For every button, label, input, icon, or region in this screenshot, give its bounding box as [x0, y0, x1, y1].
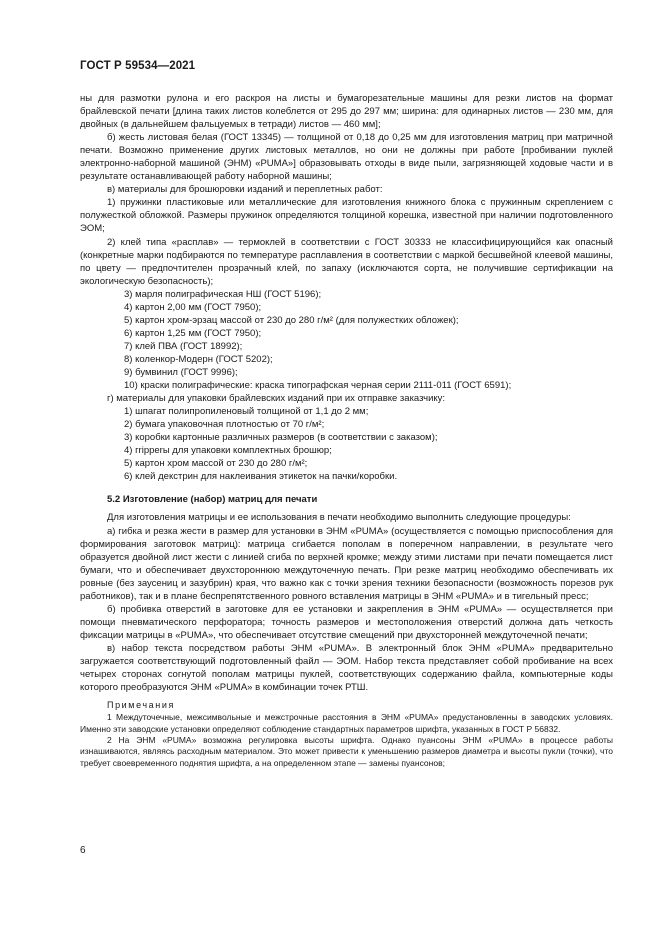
document-body [80, 92, 613, 769]
paragraph: 9) бумвинил (ГОСТ 9996); [124, 366, 238, 378]
paragraph: 7) клей ПВА (ГОСТ 18992); [124, 340, 243, 352]
paragraph: 6) клей декстрин для наклеивания этикеток на пачки/коробки. [124, 471, 398, 483]
note-paragraph: 2 На ЭНМ «PUMA» возможна регулировка высоты шрифта. Однако пуансоны ЭНМ «PUMA» в процессе работы изнашиваются, являясь расходным материалом. Это может привести к уменьшению размеров диаметра и высоты пукли (точки), что требует своевременного поднятия шрифта, а на определенном этапе — замены пуансонов; [80, 734, 613, 768]
paragraph: 3) марля полиграфическая НШ (ГОСТ 5196); [124, 288, 322, 300]
paragraph: 5) картон хром массой от 230 до 280 г/м²; [124, 458, 308, 470]
paragraph: 2) клей типа «расплав» — термоклей в соответствии с ГОСТ 30333 не классифицирующийся как опасный (конкретные марки подбираются по температуре расплавления в соответствии с маркой бесшвейной клеевой машины, по цвету — предпочтителен прозрачный клей, по запаху (исключаются сорта, не получившие сертификации на экологическую безопасность); [80, 236, 613, 287]
paragraph: г) материалы для упаковки брайлевских изданий при их отправке заказчику: [107, 393, 446, 405]
page-header-title: ГОСТ Р 59534—2021 [80, 60, 196, 72]
paragraph: в) материалы для брошюровки изданий и переплетных работ: [107, 184, 383, 196]
notes-title: Примечания [107, 700, 175, 711]
paragraph: в) набор текста посредством работы ЭНМ «PUMA». В электронный блок ЭНМ «PUMA» предварительно загружается соответствующий подготовленный файл — ЭОМ. Набор текста представляет собой пробивание на всех четырех сторонах согнутой пополам матрицы пуклей, соответствующих содержанию файла, компьютерные коды которого преобразуются ЭНМ «PUMA» в комбинации точек РТШ. [80, 642, 613, 694]
paragraph: Для изготовления матрицы и ее использования в печати необходимо выполнить следующие процедуры: [107, 512, 571, 524]
paragraph: 10) краски полиграфические: краска типографская черная серии 2111-011 (ГОСТ 6591); [124, 380, 512, 392]
paragraph: 6) картон 1,25 мм (ГОСТ 7950); [124, 327, 262, 339]
page-number: 6 [80, 845, 86, 856]
paragraph: б) жесть листовая белая (ГОСТ 13345) — толщиной от 0,18 до 0,25 мм для изготовления матриц при матричной печати. Возможно применение других листовых металлов, но они не должны при работе [пробивании пуклей электронно-наборной машиной (ЭНМ) «PUMA»] образовывать отходы в виде пыли, загрязняющей ходовые части и в результате останавливающей работу наборной машины; [80, 132, 613, 183]
paragraph: а) гибка и резка жести в размер для установки в ЭНМ «PUMA» (осуществляется с помощью приспособления для формирования заготовок матриц): матрица сгибается пополам в поперечном направлении, в результате чего образуется двойной лист жести с линией сгиба по верхней кромке; между этими листами при печати помещается лист бумаги, что и обеспечивает двухстороннюю междуточечную печать. При резке матриц необходимо обеспечивать их ровные (без заусениц и зазубрин) края, что важно как с точки зрения техники безопасности (возможность порезов рук работников), так и в плане беспрепятственного ровного вставления матрицы в ЭНМ «PUMA» и в тигельный пресс; [80, 525, 613, 602]
paragraph: 1) пружинки пластиковые или металлические для изготовления книжного блока с пружинным скреплением с полужесткой обложкой. Размеры пружинок определяются толщиной корешка, известной при наличии подготовленного ЭОМ; [80, 197, 613, 235]
section-heading: 5.2 Изготовление (набор) матриц для печати [107, 494, 318, 506]
paragraph: 4) картон 2,00 мм (ГОСТ 7950); [124, 301, 262, 313]
paragraph: ны для размотки рулона и его раскроя на листы и бумагорезательные машины для резки листов на формат брайлевской печати [длина таких листов колеблется от 295 до 297 мм; ширина: для одинарных листов — 230 мм, для двойных (в дальнейшем фальцуемых в тетради) листов — 460 мм]; [80, 93, 613, 131]
paragraph: 8) коленкор-Модерн (ГОСТ 5202); [124, 353, 273, 365]
paragraph: 5) картон хром-эрзац массой от 230 до 280 г/м² (для полужестких обложек); [124, 314, 459, 326]
paragraph: 4) гripperы для упаковки комплектных брошюр; [124, 445, 332, 457]
paragraph: б) пробивка отверстий в заготовке для ее установки и закрепления в ЭНМ «PUMA» — осуществляется при помощи пневматического перфоратора; точность размеров и местоположения отверстий должна дать четкость фиксации матрицы в «PUMA», что обеспечивает отсутствие смещений при двухсторонней междуточечной печати; [80, 603, 613, 641]
paragraph: 2) бумага упаковочная плотностью от 70 г/м²; [124, 419, 325, 431]
paragraph: 1) шпагат полипропиленовый толщиной от 1,1 до 2 мм; [124, 406, 369, 418]
note-paragraph: 1 Междуточечные, межсимвольные и межстрочные расстояния в ЭНМ «PUMA» предустановленны в заводских условиях. Именно эти заводские установки определяют соблюдение стандартных параметров шрифта, указанных в ГОСТ Р 56832. [80, 712, 613, 734]
paragraph: 3) коробки картонные различных размеров (в соответствии с заказом); [124, 432, 438, 444]
